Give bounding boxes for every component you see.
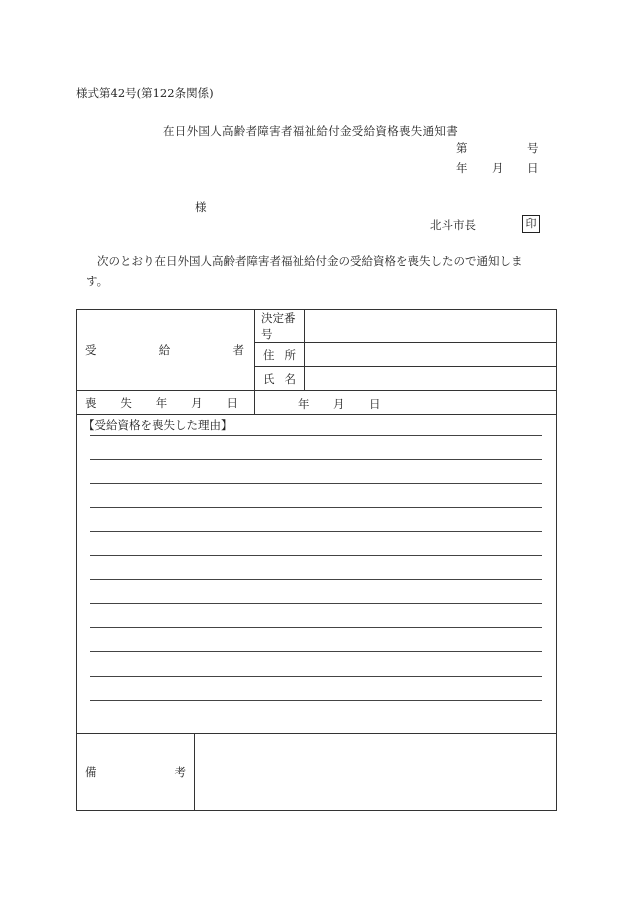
loss-date-label-char: 失 [120,395,132,410]
remarks-label-char: 備 [85,765,97,779]
reason-line [90,627,542,628]
form-number: 様式第42号(第122条関係) [76,86,214,100]
name-label [255,367,305,391]
issuer: 北斗市長 [430,218,476,232]
reason-line [90,483,542,484]
address-label-char: 所 [284,347,296,362]
reason-line [90,507,542,508]
loss-date-month: 月 [333,397,345,411]
doc-number-suffix: 号 [527,141,539,155]
loss-date-label-char: 喪 [85,395,97,410]
loss-date-field[interactable] [255,391,557,415]
reason-line [90,603,542,604]
addressee-suffix: 様 [195,200,207,214]
reason-line [90,676,542,677]
reason-cell[interactable] [77,415,557,734]
remarks-field[interactable] [195,734,557,811]
recipient-label-char: 受 [85,343,97,357]
address-label-char: 住 [263,347,275,362]
loss-date-label-char: 年 [155,395,168,410]
recipient-label-char: 者 [232,343,244,357]
reason-line [90,579,542,580]
date-month: 月 [492,161,504,175]
date-year: 年 [456,161,468,175]
loss-date-label-char: 月 [191,395,203,410]
loss-date-year: 年 [298,397,310,411]
body-text-line1: 次のとおり在日外国人高齢者障害者福祉給付金の受給資格を喪失したので通知しま [97,254,523,268]
body-text-line2: す。 [86,274,109,288]
loss-date-label-char: 日 [226,395,238,410]
remarks-label [77,734,195,811]
name-field[interactable] [305,367,557,391]
decision-number-label: 決定番号 [255,310,305,343]
reason-line [90,700,542,701]
address-field[interactable] [305,343,557,367]
doc-number-prefix: 第 [456,141,468,155]
date-day: 日 [527,161,539,175]
decision-number-field[interactable] [305,310,557,343]
address-label [255,343,305,367]
reason-row [77,415,557,734]
recipient-label-cell [77,310,255,391]
document-title: 在日外国人高齢者障害者福祉給付金受給資格喪失通知書 [163,124,458,138]
name-label-char: 名 [284,371,296,386]
reason-line [90,435,542,436]
reason-line [90,555,542,556]
notice-table [76,309,557,811]
decision-number-row [77,310,557,343]
reason-line [90,459,542,460]
reason-line [90,531,542,532]
reason-label: 【受給資格を喪失した理由】 [83,418,233,432]
recipient-label-char: 給 [158,343,171,357]
remarks-row [77,734,557,811]
reason-line [90,651,542,652]
loss-date-row [77,391,557,415]
seal-stamp: 印 [522,215,540,233]
loss-date-day: 日 [369,397,381,411]
name-label-char: 氏 [263,371,275,386]
remarks-label-char: 考 [174,765,186,779]
loss-date-label [77,391,255,415]
